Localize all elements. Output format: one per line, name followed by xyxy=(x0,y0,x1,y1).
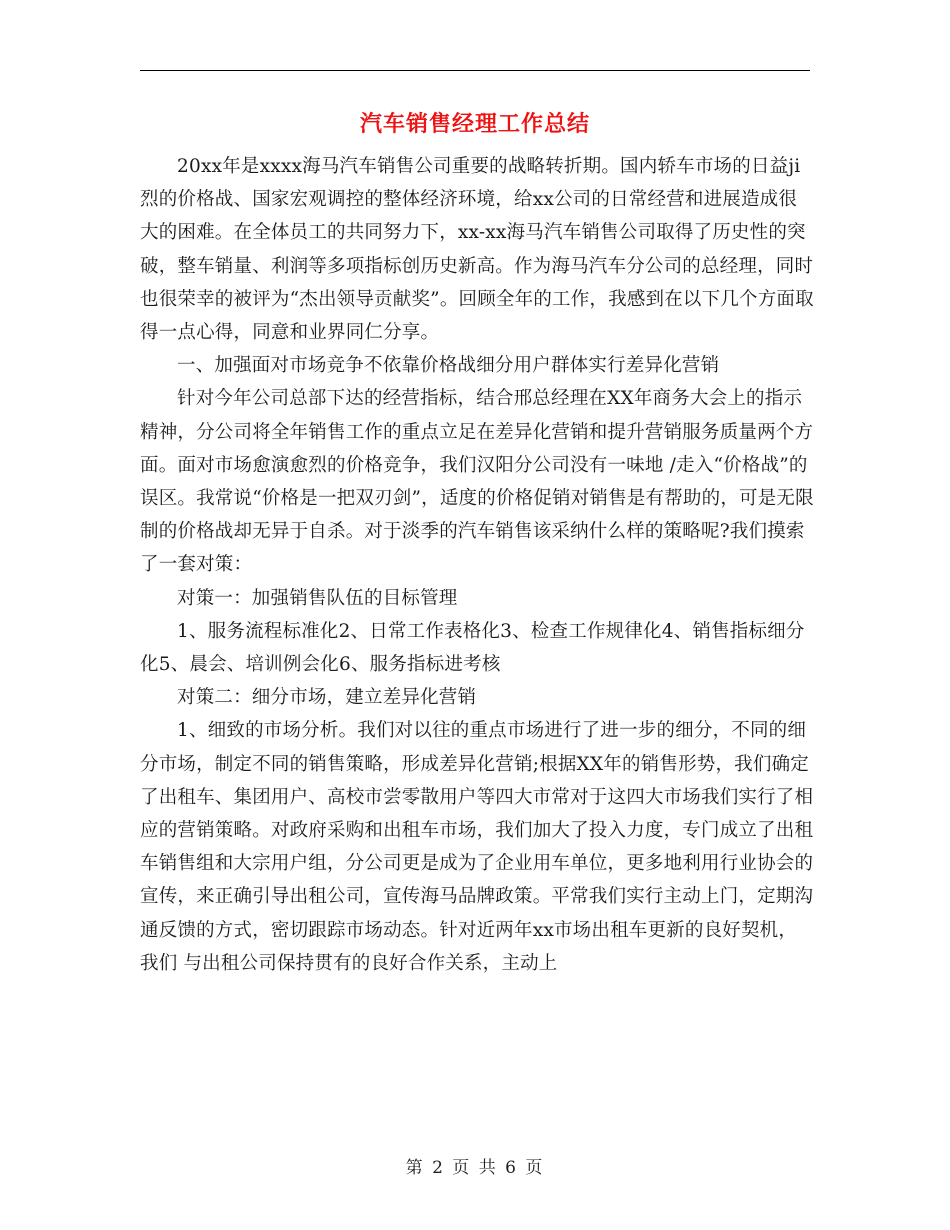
strategy-2-paragraph: 1、细致的市场分析。我们对以往的重点市场进行了进一步的细分，不同的细分市场，制定不同的销售策略，形成差异化营销;根据XX年的销售形势，我们确定了出租车、集团用户、高校市尝零散用户等四大市常对于这四大市场我们实行了相应的营销策略。对政府采购和出租车市场，我们加大了投入力度，专门成立了出租车销售组和大宗用户组，分公司更是成为了企业用车单位，更多地利用行业协会的宣传，来正确引导出租公司，宣传海马品牌政策。平常我们实行主动上门，定期沟通反馈的方式，密切跟踪市场动态。针对近两年xx市场出租车更新的良好契机，我们 与出租公司保持贯有的良好合作关系，主动上 xyxy=(140,720,814,974)
document-title: 汽车销售经理工作总结 xyxy=(359,111,590,137)
strategy-heading-1: 对策一：加强销售队伍的目标管理 xyxy=(177,587,458,609)
document-body xyxy=(140,150,814,980)
strategy-1-items: 1、服务流程标准化2、日常工作表格化3、检查工作规律化4、销售指标细分化5、晨会、培训例会化6、服务指标进考核 xyxy=(140,620,805,676)
section-heading-1: 一、加强面对市场竞争不依靠价格战细分用户群体实行差异化营销 xyxy=(177,355,720,377)
paragraph-strategy: 针对今年公司总部下达的经营指标，结合邢总经理在XX年商务大会上的指示精神，分公司将全年销售工作的重点立足在差异化营销和提升营销服务质量两个方面。面对市场愈演愈烈的价格竞争，我们汉阳分公司没有一味地 /走入“价格战”的误区。我常说“价格是一把双刃剑”，适度的价格促销对销售是有帮助的，可是无限制的价格战却无异于自杀。对于淡季的汽车销售该采纳什么样的策略呢?我们摸索了一套对策： xyxy=(140,388,814,576)
strategy-heading-2: 对策二：细分市场，建立差异化营销 xyxy=(177,687,477,709)
page-number: 第 2 页 共 6 页 xyxy=(405,1158,545,1178)
header-rule xyxy=(140,70,810,71)
paragraph-intro: 20xx年是xxxx海马汽车销售公司重要的战略转折期。国内轿车市场的日益ji烈的价格战、国家宏观调控的整体经济环境，给xx公司的日常经营和进展造成很大的困难。在全体员工的共同努力下，xx-xx海马汽车销售公司取得了历史性的突破，整车销量、利润等多项指标创历史新高。作为海马汽车分公司的总经理，同时也很荣幸的被评为“杰出领导贡献奖”。回顾全年的工作，我感到在以下几个方面取得一点心得，同意和业界同仁分享。 xyxy=(140,156,814,344)
